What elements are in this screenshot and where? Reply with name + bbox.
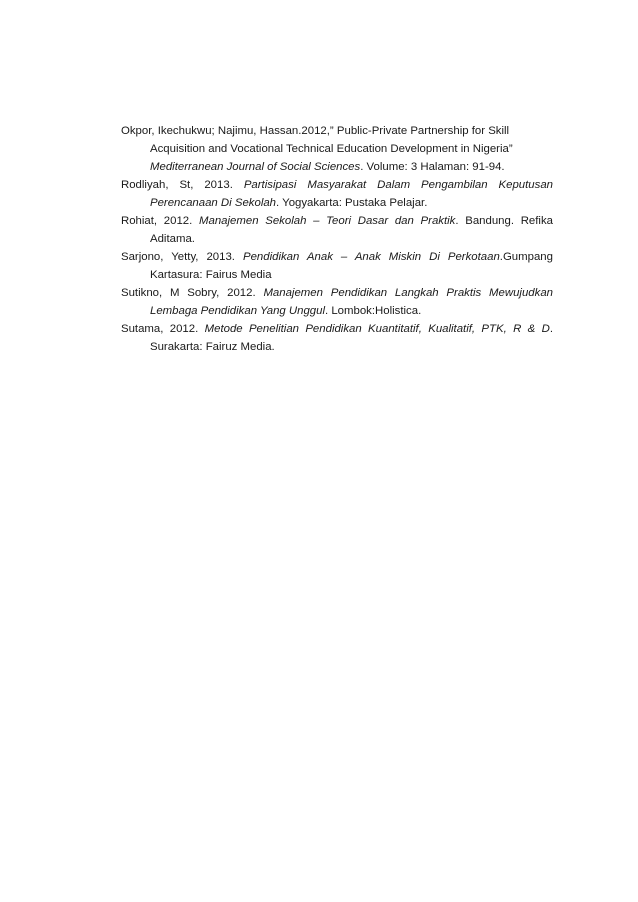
reference-title: Mediterranean Journal of Social Sciences: [150, 161, 361, 173]
reference-title: Manajemen Sekolah – Teori Dasar dan Praktik: [199, 215, 456, 227]
reference-authors: Rohiat, 2012.: [121, 215, 200, 227]
reference-entry-rodliyah: [121, 176, 553, 212]
reference-entry-sarjono: [121, 248, 553, 284]
reference-entry-rohiat: [121, 212, 553, 248]
reference-authors: Rodliyah, St, 2013.: [121, 179, 244, 191]
reference-authors: Sutikno, M Sobry, 2012.: [121, 287, 264, 299]
reference-publication: . Volume: 3 Halaman: 91-94.: [360, 161, 505, 173]
reference-entry-sutama: [121, 320, 553, 356]
reference-entry-okpor: [121, 122, 553, 176]
reference-publication: . Yogyakarta: Pustaka Pelajar.: [276, 197, 428, 209]
reference-publication: . Bandung. Refika Aditama.: [150, 215, 553, 245]
reference-entry-sutikno: [121, 284, 553, 320]
reference-list: [121, 122, 553, 356]
reference-title: Metode Penelitian Pendidikan Kuantitatif, Kualitatif, PTK, R & D: [204, 323, 550, 335]
reference-publication: . Lombok:Holistica.: [325, 305, 422, 317]
reference-authors: Sutama, 2012.: [121, 323, 205, 335]
reference-authors: Sarjono, Yetty, 2013.: [121, 251, 243, 263]
reference-publication: .Gumpang Kartasura: Fairus Media: [150, 251, 553, 281]
reference-title: Pendidikan Anak – Anak Miskin Di Perkotaan: [242, 251, 500, 263]
reference-title: Manajemen Pendidikan Langkah Praktis Mewujudkan Lembaga Pendidikan Yang Unggul: [150, 287, 553, 317]
reference-publication: . Surakarta: Fairuz Media.: [150, 323, 553, 353]
reference-authors: Okpor, Ikechukwu; Najimu, Hassan.2012,” Public-Private Partnership for Skill Acquisition and Vocational Technical Education Development in Nigeria”: [121, 125, 513, 155]
reference-title: Partisipasi Masyarakat Dalam Pengambilan Keputusan Perencanaan Di Sekolah: [150, 179, 553, 209]
